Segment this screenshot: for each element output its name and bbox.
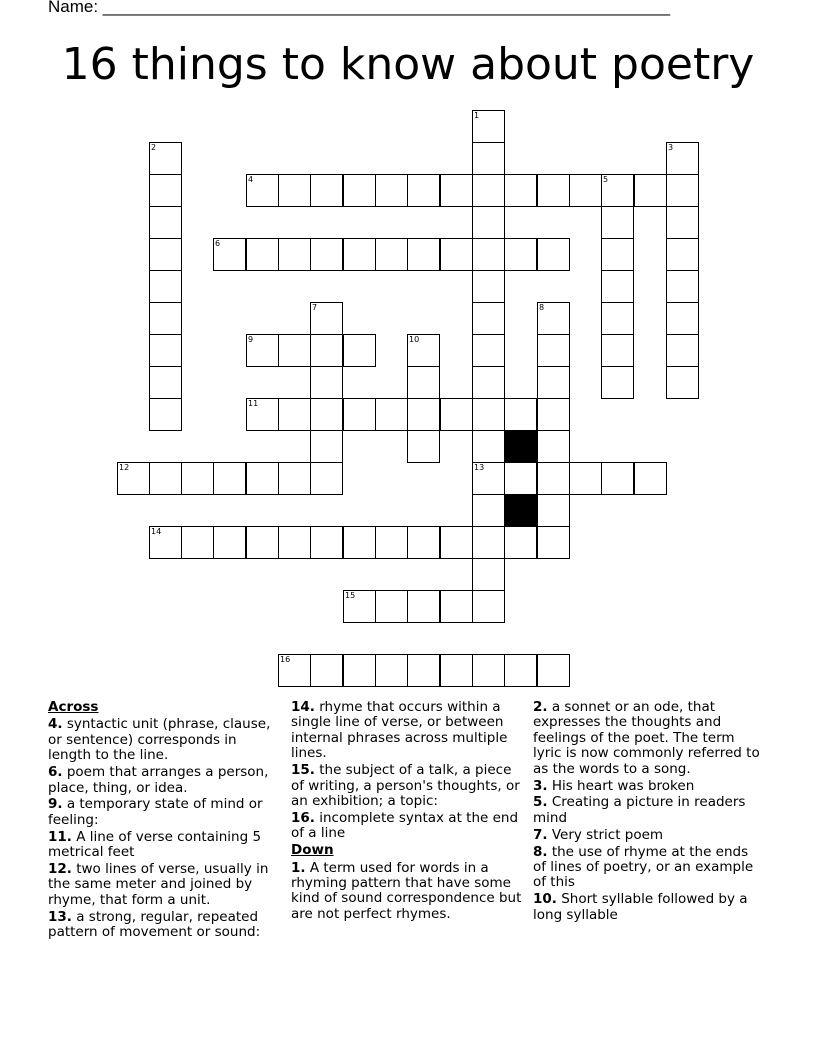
- clue-across-13: 13. a strong, regular, repeated pattern of movement or sound:: [48, 908, 261, 941]
- grid-cell-16[interactable]: [278, 654, 311, 687]
- grid-cell[interactable]: [472, 558, 505, 591]
- clue-number: 5: [603, 175, 609, 184]
- clue-number: 16: [280, 655, 291, 664]
- clue-across-16: 16. incomplete syntax at the end of a line: [291, 809, 519, 842]
- grid-cell[interactable]: [407, 238, 440, 271]
- grid-cell[interactable]: [149, 334, 182, 367]
- grid-cell[interactable]: [472, 142, 505, 175]
- clue-number: 2: [151, 143, 157, 152]
- grid-cell[interactable]: [343, 654, 376, 687]
- clue-down-8: 8. the use of rhyme at the ends of lines of poetry, or an example of this: [533, 843, 754, 891]
- grid-cell[interactable]: [504, 398, 537, 431]
- grid-cell[interactable]: [601, 302, 634, 335]
- grid-cell-5[interactable]: [601, 174, 634, 207]
- grid-cell[interactable]: [472, 398, 505, 431]
- grid-cell[interactable]: [278, 174, 311, 207]
- grid-cell[interactable]: [213, 462, 246, 495]
- clue-number: 12: [119, 463, 130, 472]
- grid-cell[interactable]: [149, 366, 182, 399]
- grid-cell[interactable]: [601, 462, 634, 495]
- grid-cell[interactable]: [666, 270, 699, 303]
- grid-cell[interactable]: [246, 462, 279, 495]
- grid-cell[interactable]: [537, 366, 570, 399]
- grid-cell[interactable]: [278, 526, 311, 559]
- grid-cell-2[interactable]: [149, 142, 182, 175]
- grid-cell[interactable]: [537, 526, 570, 559]
- grid-cell[interactable]: [569, 174, 602, 207]
- grid-cell[interactable]: [601, 238, 634, 271]
- grid-cell-13[interactable]: [472, 462, 505, 495]
- clue-column-2: [291, 700, 523, 924]
- clue-number: 14: [151, 527, 162, 536]
- grid-cell[interactable]: [472, 174, 505, 207]
- clue-number: 4: [248, 175, 254, 184]
- grid-cell[interactable]: [472, 590, 505, 623]
- grid-cell[interactable]: [149, 238, 182, 271]
- clue-number: 10: [409, 335, 420, 344]
- clue-number: 6: [215, 239, 221, 248]
- grid-cell[interactable]: [407, 526, 440, 559]
- clue-across-15: 15. the subject of a talk, a piece of writing, a person's thoughts, or an exhibition; a topic:: [291, 762, 520, 809]
- grid-cell[interactable]: [375, 526, 408, 559]
- grid-cell[interactable]: [504, 526, 537, 559]
- grid-cell[interactable]: [343, 334, 376, 367]
- grid-cell[interactable]: [310, 462, 343, 495]
- grid-cell[interactable]: [634, 462, 667, 495]
- grid-cell[interactable]: [440, 398, 473, 431]
- grid-cell[interactable]: [504, 238, 537, 271]
- grid-cell[interactable]: [537, 238, 570, 271]
- blocked-cell: [504, 494, 537, 527]
- grid-cell[interactable]: [343, 398, 376, 431]
- grid-cell[interactable]: [472, 494, 505, 527]
- grid-cell[interactable]: [278, 462, 311, 495]
- grid-cell[interactable]: [310, 238, 343, 271]
- grid-cell[interactable]: [310, 174, 343, 207]
- grid-cell[interactable]: [310, 398, 343, 431]
- grid-cell[interactable]: [310, 430, 343, 463]
- grid-cell[interactable]: [440, 590, 473, 623]
- clue-number: 8: [539, 303, 545, 312]
- grid-cell-12[interactable]: [117, 462, 150, 495]
- grid-cell[interactable]: [181, 462, 214, 495]
- grid-cell[interactable]: [149, 462, 182, 495]
- clue-down-7: 7. Very strict poem: [533, 826, 664, 843]
- grid-cell[interactable]: [343, 526, 376, 559]
- grid-cell[interactable]: [310, 654, 343, 687]
- clue-column-3: [533, 700, 765, 925]
- grid-cell[interactable]: [375, 654, 408, 687]
- grid-cell[interactable]: [440, 526, 473, 559]
- grid-cell[interactable]: [537, 174, 570, 207]
- grid-cell-9[interactable]: [246, 334, 279, 367]
- clue-number: 15: [345, 591, 356, 600]
- grid-cell-15[interactable]: [343, 590, 376, 623]
- grid-cell[interactable]: [375, 398, 408, 431]
- clue-column-1: [48, 700, 280, 942]
- grid-cell[interactable]: [310, 366, 343, 399]
- grid-cell-14[interactable]: [149, 526, 182, 559]
- grid-cell[interactable]: [407, 398, 440, 431]
- grid-cell[interactable]: [440, 654, 473, 687]
- grid-cell[interactable]: [149, 206, 182, 239]
- clue-down-2: 2. a sonnet or an ode, that expresses the thoughts and feelings of the poet. The term lyric is now commonly referred to as the words to a song.: [533, 699, 760, 777]
- clue-down-1: 1. A term used for words in a rhyming pattern that have some kind of sound correspondence but are not perfect rhymes.: [291, 859, 522, 922]
- grid-cell[interactable]: [601, 206, 634, 239]
- grid-cell[interactable]: [149, 270, 182, 303]
- grid-cell[interactable]: [537, 430, 570, 463]
- grid-cell[interactable]: [310, 526, 343, 559]
- grid-cell[interactable]: [149, 174, 182, 207]
- clue-across-9: 9. a temporary state of mind or feeling:: [48, 796, 263, 828]
- clue-down-3: 3. His heart was broken: [533, 777, 695, 794]
- grid-cell[interactable]: [440, 238, 473, 271]
- clue-number: 11: [248, 399, 259, 408]
- grid-cell[interactable]: [375, 238, 408, 271]
- clue-number: 1: [474, 111, 480, 120]
- grid-cell[interactable]: [537, 494, 570, 527]
- clue-across-6: 6. poem that arranges a person, place, thing, or idea.: [48, 764, 269, 796]
- grid-cell[interactable]: [472, 526, 505, 559]
- grid-cell[interactable]: [537, 334, 570, 367]
- grid-cell[interactable]: [246, 526, 279, 559]
- grid-cell-7[interactable]: [310, 302, 343, 335]
- grid-cell[interactable]: [149, 398, 182, 431]
- grid-cell[interactable]: [472, 430, 505, 463]
- grid-cell[interactable]: [601, 366, 634, 399]
- grid-cell[interactable]: [504, 654, 537, 687]
- grid-cell[interactable]: [537, 462, 570, 495]
- grid-cell[interactable]: [407, 430, 440, 463]
- name-field[interactable]: Name: ____________________________________________________________: [48, 0, 671, 16]
- grid-cell[interactable]: [666, 174, 699, 207]
- grid-cell[interactable]: [472, 270, 505, 303]
- grid-cell-1[interactable]: [472, 110, 505, 143]
- grid-cell[interactable]: [407, 654, 440, 687]
- clue-down-10: 10. Short syllable followed by a long syllable: [533, 891, 748, 923]
- grid-cell[interactable]: [666, 206, 699, 239]
- across-header: Across: [48, 699, 99, 715]
- page-title: 16 things to know about poetry: [61, 39, 755, 90]
- grid-cell[interactable]: [504, 174, 537, 207]
- grid-cell[interactable]: [310, 334, 343, 367]
- grid-cell[interactable]: [537, 654, 570, 687]
- grid-cell[interactable]: [472, 206, 505, 239]
- clue-down-5: 5. Creating a picture in readers mind: [533, 794, 746, 826]
- clue-across-11: 11. A line of verse containing 5 metrical feet: [48, 828, 262, 861]
- grid-cell[interactable]: [601, 334, 634, 367]
- grid-cell-3[interactable]: [666, 142, 699, 175]
- grid-cell[interactable]: [537, 398, 570, 431]
- grid-cell[interactable]: [375, 590, 408, 623]
- grid-cell[interactable]: [181, 526, 214, 559]
- clue-number: 7: [312, 303, 318, 312]
- grid-cell[interactable]: [472, 366, 505, 399]
- clue-number: 9: [248, 335, 254, 344]
- clue-across-4: 4. syntactic unit (phrase, clause, or sentence) corresponds in length to the line.: [48, 716, 271, 764]
- grid-cell[interactable]: [472, 334, 505, 367]
- grid-cell-11[interactable]: [246, 398, 279, 431]
- grid-cell[interactable]: [569, 462, 602, 495]
- grid-cell[interactable]: [407, 590, 440, 623]
- grid-cell[interactable]: [472, 238, 505, 271]
- clue-across-12: 12. two lines of verse, usually in the same meter and joined by rhyme, that form a unit.: [48, 861, 269, 908]
- grid-cell[interactable]: [407, 174, 440, 207]
- blocked-cell: [504, 430, 537, 463]
- clue-number: 13: [474, 463, 485, 472]
- grid-cell[interactable]: [472, 654, 505, 687]
- grid-cell[interactable]: [213, 526, 246, 559]
- grid-cell[interactable]: [343, 174, 376, 207]
- down-header: Down: [291, 842, 334, 859]
- grid-cell[interactable]: [440, 174, 473, 207]
- grid-cell[interactable]: [149, 302, 182, 335]
- grid-cell[interactable]: [407, 366, 440, 399]
- grid-cell[interactable]: [666, 302, 699, 335]
- grid-cell[interactable]: [504, 462, 537, 495]
- grid-cell-8[interactable]: [537, 302, 570, 335]
- grid-cell[interactable]: [666, 366, 699, 399]
- grid-cell[interactable]: [375, 174, 408, 207]
- clue-across-14: 14. rhyme that occurs within a single line of verse, or between internal phrases across multiple lines.: [291, 699, 508, 762]
- grid-cell[interactable]: [666, 334, 699, 367]
- grid-cell[interactable]: [601, 270, 634, 303]
- grid-cell[interactable]: [666, 238, 699, 271]
- grid-cell-4[interactable]: [246, 174, 279, 207]
- grid-cell[interactable]: [278, 334, 311, 367]
- grid-cell-10[interactable]: [407, 334, 440, 367]
- grid-cell[interactable]: [634, 174, 667, 207]
- grid-cell-6[interactable]: [213, 238, 246, 271]
- clue-number: 3: [668, 143, 674, 152]
- grid-cell[interactable]: [278, 398, 311, 431]
- grid-cell[interactable]: [472, 302, 505, 335]
- grid-cell[interactable]: [343, 238, 376, 271]
- grid-cell[interactable]: [278, 238, 311, 271]
- grid-cell[interactable]: [246, 238, 279, 271]
